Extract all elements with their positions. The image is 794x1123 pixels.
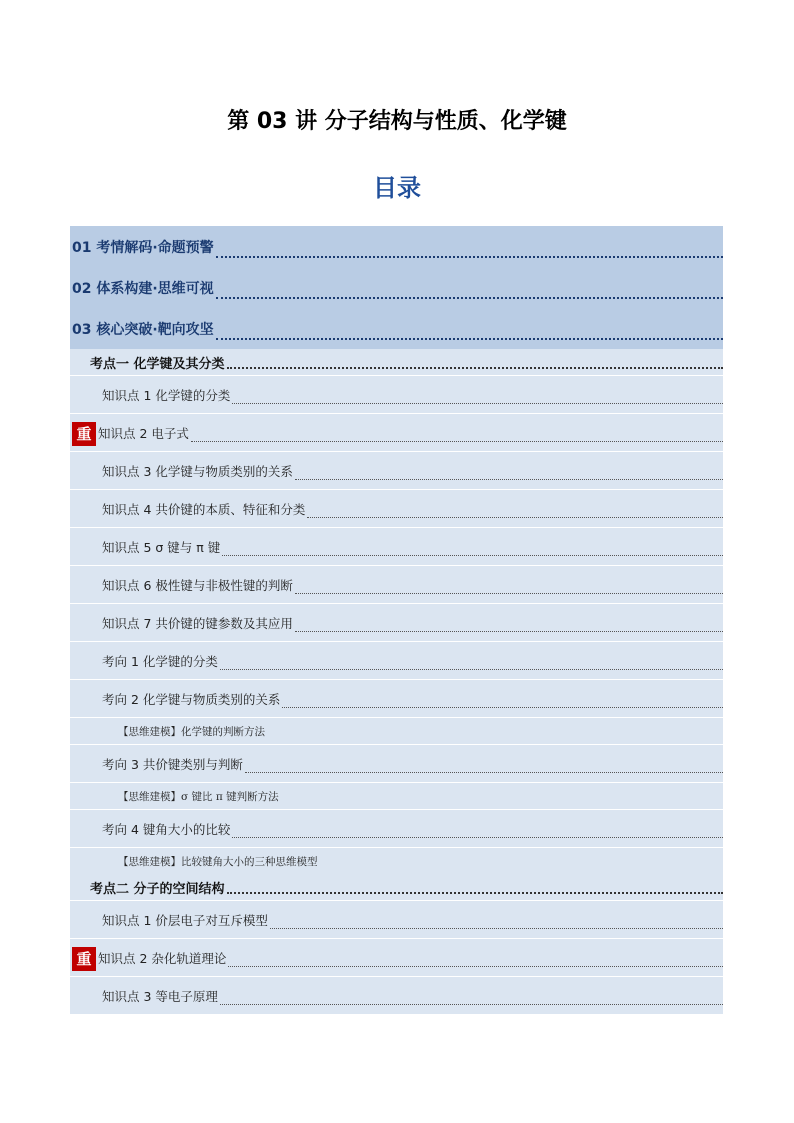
toc-section-2[interactable]: [70, 267, 723, 308]
dot-leader: [228, 965, 723, 967]
toc-thinking-model[interactable]: [70, 782, 723, 809]
toc-item-label: 知识点 2 杂化轨道理论: [98, 950, 227, 966]
dot-leader: [295, 592, 723, 594]
toc-item[interactable]: [70, 565, 723, 603]
dot-leader: [232, 402, 723, 404]
toc-section-3[interactable]: [70, 308, 723, 349]
dot-leader: [295, 630, 723, 632]
toc-item[interactable]: [70, 451, 723, 489]
toc-item[interactable]: [70, 375, 723, 413]
dot-leader: [227, 366, 723, 369]
toc-item[interactable]: [70, 641, 723, 679]
dot-leader: [191, 440, 723, 442]
toc-item-label: 知识点 1 化学键的分类: [102, 387, 231, 403]
toc-item-label: 知识点 2 电子式: [98, 425, 189, 441]
toc-kaodian-2[interactable]: [70, 874, 723, 900]
key-point-badge: 重: [72, 422, 96, 446]
toc-item[interactable]: [70, 744, 723, 782]
table-of-contents: [70, 226, 723, 1014]
dot-leader: [227, 891, 723, 894]
dot-leader: [220, 668, 723, 670]
dot-leader: [216, 255, 723, 258]
toc-kaodian-label: 考点二 分子的空间结构: [90, 881, 225, 897]
dot-leader: [222, 554, 723, 556]
toc-item[interactable]: [70, 527, 723, 565]
toc-item[interactable]: [70, 489, 723, 527]
page-title: 第 03 讲 分子结构与性质、化学键: [227, 109, 567, 134]
toc-item[interactable]: [70, 603, 723, 641]
toc-item-label: 考向 4 键角大小的比较: [102, 821, 231, 837]
dot-leader: [307, 516, 723, 518]
toc-thinking-label: 【思维建模】σ 键比 π 键判断方法: [118, 790, 279, 803]
toc-thinking-model[interactable]: [70, 717, 723, 744]
toc-section-label: 01 考情解码·命题预警: [72, 239, 214, 256]
dot-leader: [216, 337, 723, 340]
toc-item-label: 知识点 4 共价键的本质、特征和分类: [102, 501, 306, 517]
dot-leader: [295, 478, 723, 480]
dot-leader: [216, 296, 723, 299]
toc-item-label: 知识点 3 化学键与物质类别的关系: [102, 463, 293, 479]
toc-item[interactable]: [70, 976, 723, 1014]
toc-item[interactable]: [70, 938, 723, 976]
toc-item-label: 知识点 3 等电子原理: [102, 988, 218, 1004]
toc-heading: 目录: [373, 174, 421, 202]
dot-leader: [232, 836, 723, 838]
toc-section-label: 02 体系构建·思维可视: [72, 280, 214, 297]
key-point-badge: 重: [72, 947, 96, 971]
toc-item-label: 考向 1 化学键的分类: [102, 653, 218, 669]
toc-thinking-label: 【思维建模】化学键的判断方法: [118, 725, 265, 738]
toc-item[interactable]: [70, 809, 723, 847]
toc-thinking-label: 【思维建模】比较键角大小的三种思维模型: [118, 855, 318, 868]
toc-item-label: 知识点 6 极性键与非极性键的判断: [102, 577, 293, 593]
toc-item-label: 考向 2 化学键与物质类别的关系: [102, 691, 281, 707]
toc-item-label: 知识点 5 σ 键与 π 键: [102, 539, 221, 555]
toc-item-label: 知识点 1 价层电子对互斥模型: [102, 912, 268, 928]
toc-section-label: 03 核心突破·靶向攻坚: [72, 321, 214, 338]
toc-thinking-model[interactable]: [70, 847, 723, 874]
toc-item[interactable]: [70, 679, 723, 717]
toc-item[interactable]: [70, 413, 723, 451]
toc-item-label: 知识点 7 共价键的键参数及其应用: [102, 615, 293, 631]
toc-item-label: 考向 3 共价键类别与判断: [102, 756, 243, 772]
toc-kaodian-label: 考点一 化学键及其分类: [90, 356, 225, 372]
toc-kaodian-1[interactable]: [70, 349, 723, 375]
toc-item[interactable]: [70, 900, 723, 938]
dot-leader: [270, 927, 723, 929]
toc-section-1[interactable]: [70, 226, 723, 267]
dot-leader: [245, 771, 723, 773]
dot-leader: [282, 706, 723, 708]
dot-leader: [220, 1003, 723, 1005]
